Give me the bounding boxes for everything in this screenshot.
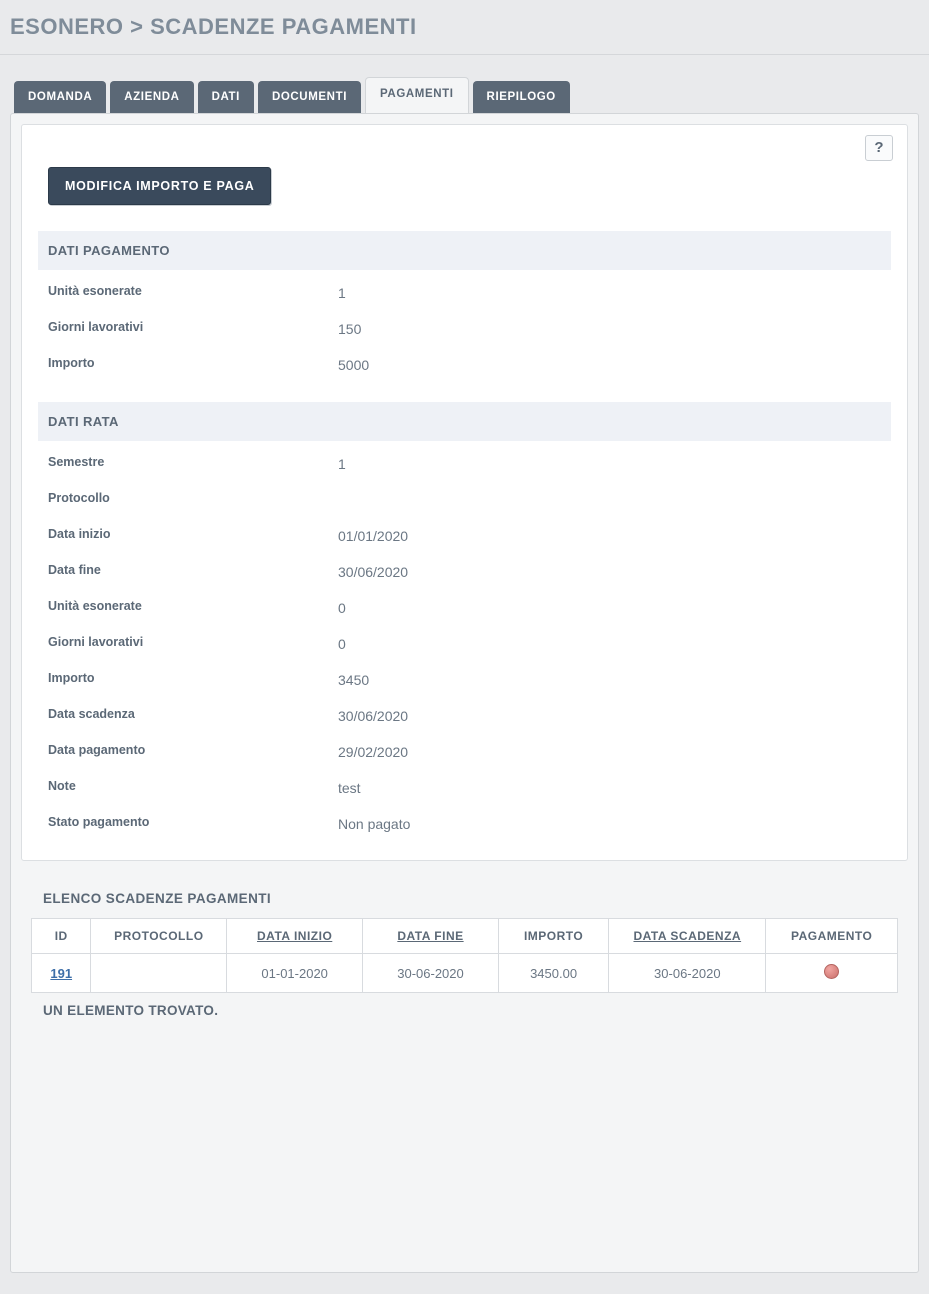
field-value: 1	[338, 456, 346, 472]
tab-bar	[0, 55, 929, 113]
results-count-text: UN ELEMENTO TROVATO.	[43, 1003, 219, 1018]
column-data-scadenza[interactable]: DATA SCADENZA	[609, 919, 766, 954]
field-label: Data fine	[48, 563, 101, 577]
field-label: Giorni lavorativi	[48, 635, 144, 649]
field-value: 150	[338, 321, 362, 337]
field-unita-esonerate-pagamento	[38, 270, 891, 306]
table-header-row	[32, 919, 898, 954]
table-row[interactable]	[32, 954, 898, 993]
tab-domanda[interactable]: DOMANDA	[14, 81, 106, 114]
column-data-fine[interactable]: DATA FINE	[363, 919, 499, 954]
tab-riepilogo[interactable]: RIEPILOGO	[473, 81, 570, 114]
content-panel	[10, 113, 919, 1273]
field-label: Importo	[48, 356, 95, 370]
column-importo: IMPORTO	[498, 919, 608, 954]
field-data-fine	[38, 549, 891, 585]
field-data-scadenza	[38, 693, 891, 729]
payment-details-card	[21, 124, 908, 861]
tab-documenti[interactable]: DOCUMENTI	[258, 81, 361, 114]
field-label: Data inizio	[48, 527, 111, 541]
page-title: ESONERO > SCADENZE PAGAMENTI	[10, 14, 417, 39]
payments-table	[31, 918, 898, 993]
field-value: test	[338, 780, 361, 796]
field-label: Protocollo	[48, 491, 110, 505]
field-label: Data scadenza	[48, 707, 135, 721]
cell-data-inizio: 01-01-2020	[227, 954, 363, 993]
field-value: 29/02/2020	[338, 744, 409, 760]
field-importo-rata	[38, 657, 891, 693]
field-note	[38, 765, 891, 801]
cell-pagamento	[766, 954, 898, 993]
field-value: 30/06/2020	[338, 708, 409, 724]
field-value: 30/06/2020	[338, 564, 409, 580]
field-label: Unità esonerate	[48, 284, 142, 298]
field-giorni-lavorativi-rata	[38, 621, 891, 657]
tab-pagamenti[interactable]: PAGAMENTI	[365, 77, 469, 114]
field-label: Note	[48, 779, 76, 793]
field-value: 0	[338, 600, 346, 616]
column-pagamento: PAGAMENTO	[766, 919, 898, 954]
tab-azienda[interactable]: AZIENDA	[110, 81, 193, 114]
cell-importo: 3450.00	[498, 954, 608, 993]
modify-amount-and-pay-button[interactable]: MODIFICA IMPORTO E PAGA	[48, 167, 271, 205]
field-importo-pagamento	[38, 342, 891, 378]
cell-data-fine: 30-06-2020	[363, 954, 499, 993]
cell-protocollo	[91, 954, 227, 993]
field-label: Semestre	[48, 455, 105, 469]
field-data-inizio	[38, 513, 891, 549]
field-value: 5000	[338, 357, 370, 373]
field-value: 0	[338, 636, 346, 652]
payments-list-block	[21, 879, 908, 1028]
field-label: Data pagamento	[48, 743, 146, 757]
field-value: Non pagato	[338, 816, 411, 832]
field-value: 1	[338, 285, 346, 301]
cell-data-scadenza: 30-06-2020	[609, 954, 766, 993]
field-data-pagamento	[38, 729, 891, 765]
field-protocollo	[38, 477, 891, 513]
field-unita-esonerate-rata	[38, 585, 891, 621]
cell-id	[32, 954, 91, 993]
field-label: Importo	[48, 671, 95, 685]
status-badge-unpaid-icon	[824, 964, 839, 979]
help-icon[interactable]: ?	[865, 135, 893, 161]
field-value: 01/01/2020	[338, 528, 409, 544]
column-id: ID	[32, 919, 91, 954]
tab-dati[interactable]: DATI	[198, 81, 254, 114]
section-header-dati-rata: DATI RATA	[38, 402, 891, 441]
field-label: Unità esonerate	[48, 599, 142, 613]
field-label: Giorni lavorativi	[48, 320, 144, 334]
field-stato-pagamento	[38, 801, 891, 842]
column-data-inizio[interactable]: DATA INIZIO	[227, 919, 363, 954]
section-header-dati-pagamento: DATI PAGAMENTO	[38, 231, 891, 270]
column-protocollo: PROTOCOLLO	[91, 919, 227, 954]
payments-list-title: ELENCO SCADENZE PAGAMENTI	[43, 891, 272, 906]
field-label: Stato pagamento	[48, 815, 150, 829]
field-giorni-lavorativi-pagamento	[38, 306, 891, 342]
field-value: 3450	[338, 672, 370, 688]
field-semestre	[38, 441, 891, 477]
row-id-link[interactable]: 191	[50, 965, 73, 981]
